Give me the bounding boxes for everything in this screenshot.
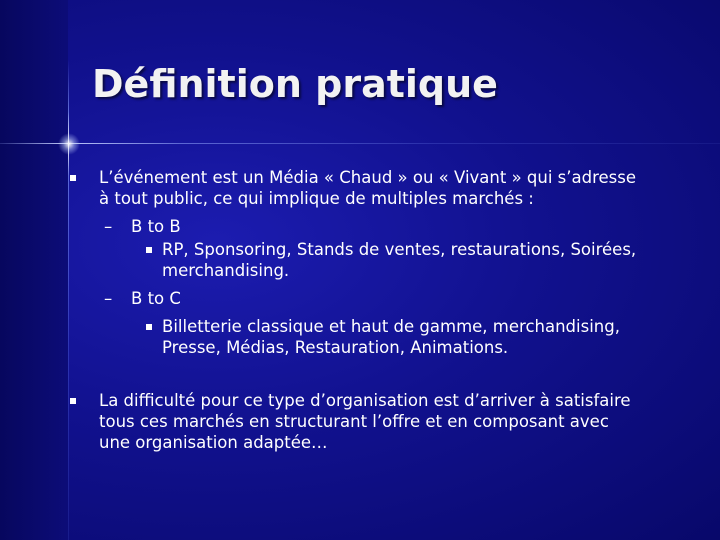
bullet-1-line-1: L’événement est un Média « Chaud » ou « Vivant » qui s’adresse — [99, 168, 637, 187]
bullet-square-icon — [70, 398, 76, 404]
b-to-b-detail-line-2: merchandising. — [162, 261, 290, 280]
sub-dash-icon: – — [104, 289, 113, 308]
bullet-2-line-2: tous ces marchés en structurant l’offre et en composant avec — [99, 412, 609, 431]
bullet-1-line-2: à tout public, ce qui implique de multiples marchés : — [99, 189, 534, 208]
bullet-2-line-1: La difficulté pour ce type d’organisation est d’arriver à satisfaire — [99, 391, 631, 410]
bullet-square-icon — [146, 247, 152, 253]
sub-item-b-to-c: B to C — [131, 289, 181, 308]
b-to-c-detail-line-1: Billetterie classique et haut de gamme, merchandising, — [162, 317, 620, 336]
bullet-2-line-3: une organisation adaptée… — [99, 433, 328, 452]
sub-item-b-to-b: B to B — [131, 217, 181, 236]
slide-title: Définition pratique — [92, 62, 498, 106]
b-to-b-detail-line-1: RP, Sponsoring, Stands de ventes, restaurations, Soirées, — [162, 240, 637, 259]
bullet-square-icon — [146, 324, 152, 330]
sub-dash-icon: – — [104, 217, 113, 236]
b-to-c-detail-line-2: Presse, Médias, Restauration, Animations. — [162, 338, 509, 357]
bullet-square-icon — [70, 175, 76, 181]
